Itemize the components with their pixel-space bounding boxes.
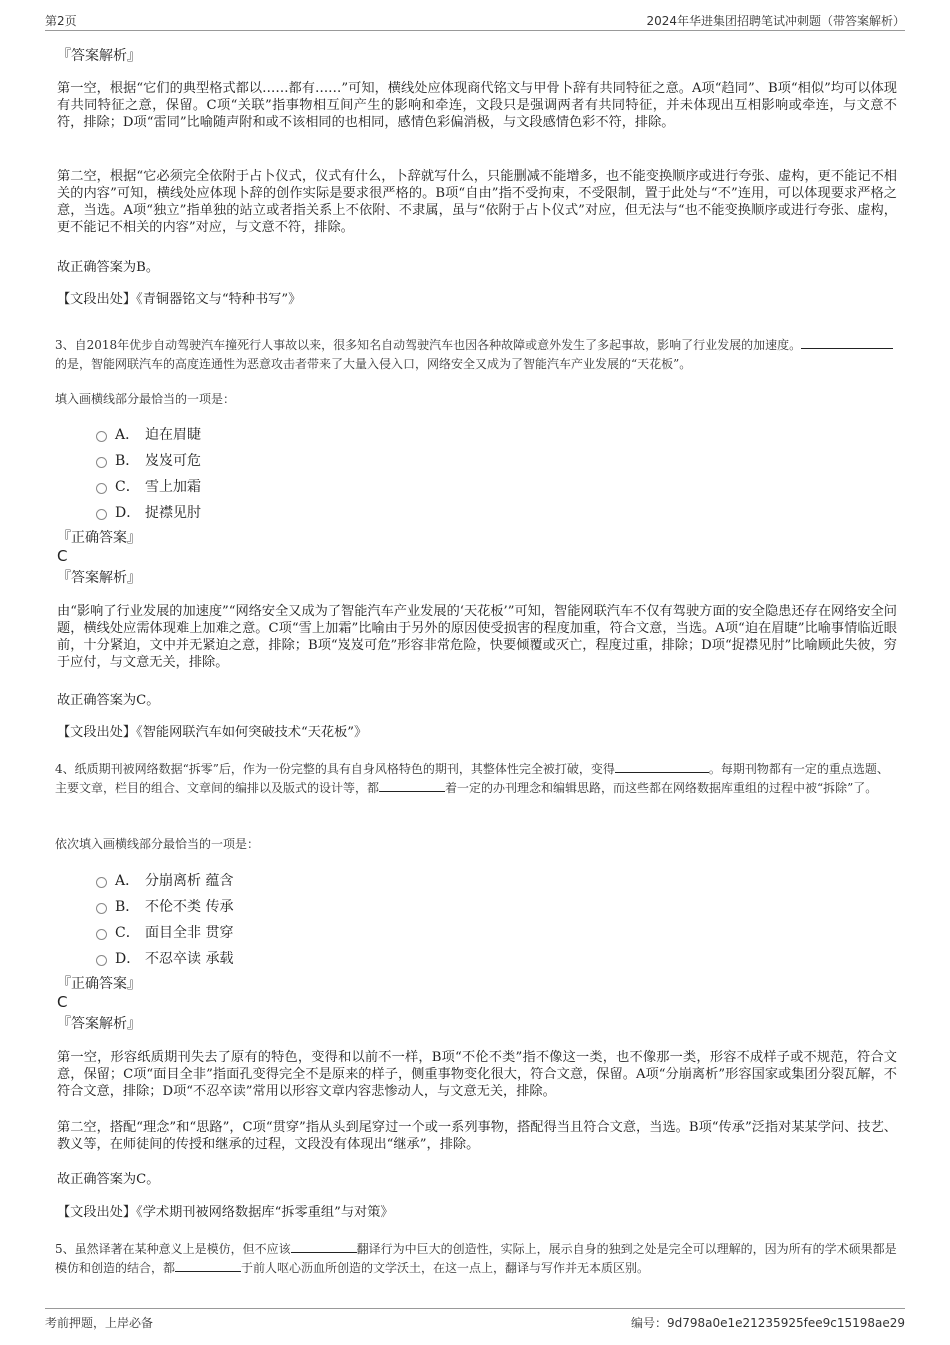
document-code: 编号：9d798a0e1e21235925fee9c15198ae29	[630, 1316, 905, 1330]
q3-correct-answer: C	[57, 547, 68, 565]
q4-question: 4、纸质期刊被网络数据“拆零”后，作为一份完整的具有自身风格特色的期刊，其整体性完全被打破，变得 。每期刊物都有一定的重点选题、主要文章，栏目的组合、文章间的编排以及版式的设计等，都 着一定的办刊理念和编辑思路，而这些都在网络数据库重组的过程中被“拆除”了。	[55, 762, 889, 795]
radio-icon[interactable]	[96, 483, 107, 494]
q4-correct-answer: C	[57, 993, 68, 1011]
q4-analysis-label: 『答案解析』	[57, 1016, 141, 1032]
q3-option-c[interactable]: C． 雪上加霜	[96, 476, 201, 496]
q3-conclusion: 故正确答案为C。	[57, 693, 160, 708]
radio-icon[interactable]	[96, 509, 107, 520]
q5-blank-2	[175, 1259, 241, 1272]
q4-blank-2	[379, 779, 445, 792]
q4-correct-label: 『正确答案』	[57, 976, 141, 992]
q4-option-d[interactable]: D． 不忍卒读 承载	[96, 948, 233, 968]
q4-analysis-para1: 第一空，形容纸质期刊失去了原有的特色，变得和以前不一样，B项“不伦不类”指不像这一类，也不像那一类，形容不成样子或不规范，符合文意，保留；C项“面目全非”指面孔变得完全不是原来的样子，侧重事物变化很大，符合文意，保留。A项“分崩离析”形容国家或集团分裂瓦解，不符合文意，排除；D项“不忍卒读”常用以形容文章内容悲惨动人，与文意无关，排除。	[57, 1050, 897, 1099]
page-footer	[45, 1308, 905, 1331]
q3-question	[55, 336, 900, 374]
q3-source: 【文段出处】《智能网联汽车如何突破技术“天花板”》	[57, 725, 368, 740]
q5-question: 5、虽然译著在某种意义上是模仿，但不应该 翻译行为中巨大的创造性，实际上，展示自身的独到之处是完全可以理解的，因为所有的学术硕果都是模仿和创造的结合，都 于前人呕心沥血所创造的文学沃土，在这一点上，翻译与写作并无本质区别。	[55, 1242, 897, 1275]
radio-icon[interactable]	[96, 457, 107, 468]
q3-blank	[801, 336, 893, 349]
q3-text-b: 的是，智能网联汽车的高度连通性为恶意攻击者带来了大量入侵入口，网络安全又成为了智能汽车产业发展的“天花板”。	[55, 357, 692, 371]
footer-slogan: 考前押题，上岸必备	[45, 1316, 154, 1330]
q3-prompt: 填入画横线部分最恰当的一项是：	[55, 392, 236, 406]
q4-source: 【文段出处】《学术期刊被网络数据库“拆零重组”与对策》	[57, 1205, 394, 1220]
q3-option-b[interactable]: B． 岌岌可危	[96, 450, 201, 470]
q4-option-a[interactable]: A． 分崩离析 蕴含	[96, 870, 233, 890]
q4-analysis-para2: 第二空，搭配“理念”和“思路”，C项“贯穿”指从头到尾穿过一个或一系列事物，搭配得当且符合文意，当选。B项“传承”泛指对某某学问、技艺、教义等，在师徒间的传授和继承的过程，文段没有体现出“继承”，排除。	[57, 1120, 897, 1152]
q2-source: 【文段出处】《青铜器铭文与“特种书写”》	[57, 292, 302, 307]
document-title: 2024年华进集团招聘笔试冲刺题（带答案解析）	[646, 14, 905, 28]
q4-option-b[interactable]: B． 不伦不类 传承	[96, 896, 233, 916]
radio-icon[interactable]	[96, 955, 107, 966]
q4-option-c[interactable]: C． 面目全非 贯穿	[96, 922, 233, 942]
page-header	[45, 10, 905, 31]
radio-icon[interactable]	[96, 431, 107, 442]
q3-option-d[interactable]: D． 捉襟见肘	[96, 502, 201, 522]
q3-analysis-label: 『答案解析』	[57, 570, 141, 586]
q2-analysis-label: 『答案解析』	[57, 48, 141, 64]
q3-option-a[interactable]: A． 迫在眉睫	[96, 424, 201, 444]
q2-analysis-para1: 第一空，根据“它们的典型格式都以……都有……”可知，横线处应体现商代铭文与甲骨卜辞有共同特征之意。A项“趋同”、B项“相似”均可以体现有共同特征之意，保留。C项“关联”指事物相互间产生的影响和牵连，文段只是强调两者有共同特征，并未体现出互相影响或牵连，与文意不符，排除；D项“雷同”比喻随声附和或不该相同的也相同，感情色彩偏消极，与文段感情色彩不符，排除。	[57, 81, 897, 130]
q2-analysis-para2: 第二空，根据“它必须完全依附于占卜仪式，仪式有什么，卜辞就写什么，只能删减不能增多，也不能变换顺序或进行夸张、虚构，更不能记不相关的内容”可知，横线处应体现卜辞的创作实际是要求很严格的。B项“自由”指不受拘束，不受限制，置于此处与“不”连用，可以体现要求严格之意，当选。A项“独立”指单独的站立或者指关系上不依附、不隶属，虽与“依附于占卜仪式”对应，但无法与“也不能变换顺序或进行夸张、虚构，更不能记不相关的内容”对应，与文意不符，排除。	[57, 169, 897, 235]
q3-correct-label: 『正确答案』	[57, 530, 141, 546]
radio-icon[interactable]	[96, 877, 107, 888]
q5-blank-1	[291, 1240, 357, 1253]
page-number: 第2页	[45, 14, 77, 28]
radio-icon[interactable]	[96, 903, 107, 914]
q4-prompt: 依次填入画横线部分最恰当的一项是：	[55, 837, 260, 851]
radio-icon[interactable]	[96, 929, 107, 940]
q3-analysis: 由“影响了行业发展的加速度”“网络安全又成为了智能汽车产业发展的‘天花板’”可知，智能网联汽车不仅有驾驶方面的安全隐患还存在网络安全问题，横线处应需体现难上加难之意。C项“雪上加霜”比喻由于另外的原因使受损害的程度加重，符合文意，当选。A项“迫在眉睫”比喻事情临近眼前，十分紧迫，文中并无紧迫之意，排除；B项“岌岌可危”形容非常危险，快要倾覆或灭亡，程度过重，排除；D项“捉襟见肘”比喻顾此失彼，穷于应付，与文意无关，排除。	[57, 604, 897, 670]
q2-conclusion: 故正确答案为B。	[57, 260, 160, 275]
q4-blank-1	[615, 760, 709, 773]
q3-text-a: 3、自2018年优步自动驾驶汽车撞死行人事故以来，很多知名自动驾驶汽车也因各种故障或意外发生了多起事故，影响了行业发展的加速度。	[55, 338, 802, 352]
q4-conclusion: 故正确答案为C。	[57, 1172, 160, 1187]
